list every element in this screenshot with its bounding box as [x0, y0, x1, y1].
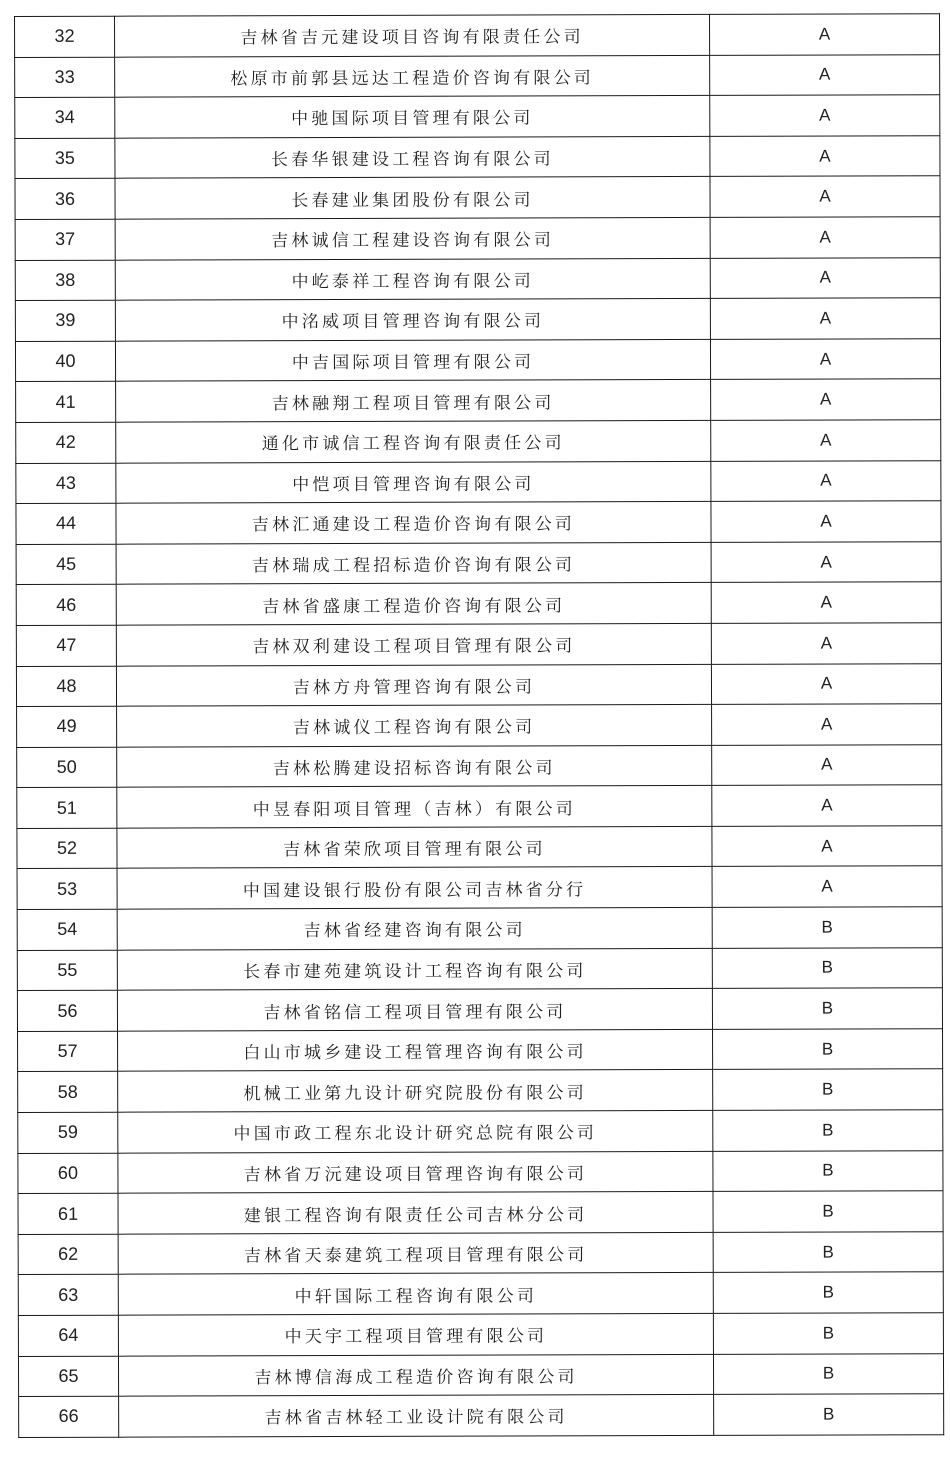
- company-name-cell: 中昱春阳项目管理（吉林）有限公司: [117, 786, 712, 828]
- company-name-cell: 长春市建苑建筑设计工程咨询有限公司: [117, 948, 712, 990]
- grade-cell: A: [711, 582, 941, 623]
- row-number-cell: 53: [17, 869, 117, 910]
- row-number-cell: 59: [18, 1112, 118, 1153]
- company-name-cell: 中屹泰祥工程咨询有限公司: [115, 258, 710, 300]
- company-name-cell: 吉林省吉元建设项目咨询有限责任公司: [115, 14, 710, 56]
- company-name-cell: 吉林方舟管理咨询有限公司: [116, 664, 711, 706]
- grade-cell: A: [709, 14, 939, 55]
- row-number-cell: 38: [15, 260, 115, 301]
- table-row: [17, 866, 942, 909]
- table-row: [15, 95, 940, 138]
- grade-cell: A: [712, 826, 942, 867]
- company-name-cell: 吉林松腾建设招标咨询有限公司: [117, 745, 712, 787]
- row-number-cell: 51: [17, 787, 117, 828]
- grade-cell: B: [713, 1232, 943, 1273]
- grade-cell: B: [713, 1069, 943, 1110]
- grade-cell: A: [711, 460, 941, 501]
- table-row: [15, 136, 940, 179]
- company-name-cell: 中轩国际工程咨询有限公司: [118, 1273, 713, 1315]
- grade-cell: A: [710, 54, 940, 95]
- row-number-cell: 39: [15, 300, 115, 341]
- grade-cell: A: [710, 339, 940, 380]
- row-number-cell: 62: [18, 1234, 118, 1275]
- row-number-cell: 52: [17, 828, 117, 869]
- company-name-cell: 吉林博信海成工程造价咨询有限公司: [118, 1354, 713, 1396]
- row-number-cell: 43: [16, 463, 116, 504]
- company-name-cell: 吉林汇通建设工程造价咨询有限公司: [116, 502, 711, 544]
- grade-cell: A: [710, 257, 940, 298]
- row-number-cell: 42: [16, 422, 116, 463]
- company-name-cell: 长春华银建设工程咨询有限公司: [115, 136, 710, 178]
- company-name-cell: 中吉国际项目管理有限公司: [115, 339, 710, 381]
- company-name-cell: 吉林省万沅建设项目管理咨询有限公司: [118, 1151, 713, 1193]
- table-row: [19, 1394, 944, 1437]
- company-name-cell: 长春建业集团股份有限公司: [115, 177, 710, 219]
- table-row: [15, 54, 940, 97]
- company-name-cell: 中驰国际项目管理有限公司: [115, 96, 710, 138]
- table-row: [18, 1272, 943, 1315]
- table-row: [17, 785, 942, 828]
- company-name-cell: 中洺威项目管理咨询有限公司: [115, 299, 710, 341]
- company-name-cell: 吉林诚仪工程咨询有限公司: [117, 705, 712, 747]
- company-name-cell: 吉林省吉林轻工业设计院有限公司: [119, 1395, 714, 1437]
- grade-cell: A: [710, 176, 940, 217]
- table-row: [16, 663, 941, 706]
- table-row: [16, 420, 941, 463]
- grade-cell: A: [712, 704, 942, 745]
- table-row: [17, 907, 942, 950]
- table-row: [18, 1069, 943, 1112]
- company-name-cell: 中恺项目管理咨询有限公司: [116, 461, 711, 503]
- grade-cell: A: [710, 217, 940, 258]
- grade-cell: A: [710, 136, 940, 177]
- grade-cell: B: [713, 1029, 943, 1070]
- company-name-cell: 松原市前郭县远达工程造价咨询有限公司: [115, 55, 710, 97]
- table-row: [17, 826, 942, 869]
- row-number-cell: 55: [17, 950, 117, 991]
- row-number-cell: 47: [16, 625, 116, 666]
- table-row: [15, 257, 940, 300]
- company-name-cell: 建银工程咨询有限责任公司吉林分公司: [118, 1192, 713, 1234]
- table-row: [17, 744, 942, 787]
- grade-cell: A: [711, 420, 941, 461]
- grade-cell: A: [712, 866, 942, 907]
- table-row: [16, 623, 941, 666]
- grade-cell: B: [713, 1191, 943, 1232]
- row-number-cell: 57: [18, 1031, 118, 1072]
- grade-cell: B: [712, 988, 942, 1029]
- company-grade-table: [14, 13, 944, 1438]
- company-name-cell: 通化市诚信工程咨询有限责任公司: [116, 420, 711, 462]
- row-number-cell: 44: [16, 503, 116, 544]
- table-row: [15, 217, 940, 260]
- row-number-cell: 35: [15, 138, 115, 179]
- company-name-cell: 吉林省盛康工程造价咨询有限公司: [116, 583, 711, 625]
- company-name-cell: 白山市城乡建设工程管理咨询有限公司: [118, 1029, 713, 1071]
- company-name-cell: 吉林诚信工程建设咨询有限公司: [115, 217, 710, 259]
- company-name-cell: 中国市政工程东北设计研究总院有限公司: [118, 1110, 713, 1152]
- row-number-cell: 48: [16, 666, 116, 707]
- company-name-cell: 吉林省经建咨询有限公司: [117, 907, 712, 949]
- table-row: [18, 1313, 943, 1356]
- grade-cell: A: [712, 785, 942, 826]
- company-name-cell: 吉林双利建设工程项目管理有限公司: [116, 623, 711, 665]
- grade-cell: A: [710, 95, 940, 136]
- table-body: [15, 14, 944, 1438]
- grade-cell: A: [711, 623, 941, 664]
- company-name-cell: 吉林瑞成工程招标造价咨询有限公司: [116, 542, 711, 584]
- row-number-cell: 45: [16, 544, 116, 585]
- row-number-cell: 46: [16, 585, 116, 626]
- row-number-cell: 50: [17, 747, 117, 788]
- row-number-cell: 37: [15, 219, 115, 260]
- table-row: [18, 1150, 943, 1193]
- company-name-cell: 中天宇工程项目管理有限公司: [118, 1313, 713, 1355]
- table-row: [16, 501, 941, 544]
- grade-cell: B: [714, 1394, 944, 1435]
- grade-cell: A: [711, 663, 941, 704]
- row-number-cell: 34: [15, 97, 115, 138]
- company-name-cell: 吉林省天泰建筑工程项目管理有限公司: [118, 1232, 713, 1274]
- grade-cell: B: [713, 1272, 943, 1313]
- company-name-cell: 机械工业第九设计研究院股份有限公司: [118, 1070, 713, 1112]
- row-number-cell: 64: [18, 1315, 118, 1356]
- row-number-cell: 61: [18, 1193, 118, 1234]
- table-row: [15, 176, 940, 219]
- grade-cell: B: [713, 1150, 943, 1191]
- grade-cell: B: [712, 907, 942, 948]
- row-number-cell: 32: [15, 16, 115, 57]
- table-row: [18, 1191, 943, 1234]
- row-number-cell: 65: [18, 1356, 118, 1397]
- table-row: [17, 704, 942, 747]
- table-row: [18, 1110, 943, 1153]
- grade-cell: A: [712, 744, 942, 785]
- row-number-cell: 33: [15, 57, 115, 98]
- table-row: [16, 582, 941, 625]
- row-number-cell: 40: [15, 341, 115, 382]
- grade-cell: A: [711, 541, 941, 582]
- row-number-cell: 54: [17, 909, 117, 950]
- row-number-cell: 58: [18, 1072, 118, 1113]
- table-row: [16, 379, 941, 422]
- row-number-cell: 41: [16, 382, 116, 423]
- row-number-cell: 56: [17, 990, 117, 1031]
- table-row: [15, 339, 940, 382]
- row-number-cell: 60: [18, 1153, 118, 1194]
- table-row: [17, 988, 942, 1031]
- grade-cell: A: [711, 501, 941, 542]
- company-name-cell: 中国建设银行股份有限公司吉林省分行: [117, 867, 712, 909]
- row-number-cell: 63: [18, 1275, 118, 1316]
- company-name-cell: 吉林融翔工程项目管理有限公司: [116, 380, 711, 422]
- table-row: [18, 1232, 943, 1275]
- table-row: [16, 460, 941, 503]
- table-row: [18, 1029, 943, 1072]
- grade-cell: A: [711, 379, 941, 420]
- grade-cell: A: [710, 298, 940, 339]
- company-name-cell: 吉林省荣欣项目管理有限公司: [117, 826, 712, 868]
- row-number-cell: 66: [19, 1396, 119, 1437]
- grade-cell: B: [713, 1313, 943, 1354]
- table-row: [17, 947, 942, 990]
- company-name-cell: 吉林省铭信工程项目管理有限公司: [117, 989, 712, 1031]
- table-row: [16, 541, 941, 584]
- row-number-cell: 36: [15, 179, 115, 220]
- table-row: [18, 1353, 943, 1396]
- grade-cell: B: [713, 1353, 943, 1394]
- table-row: [15, 298, 940, 341]
- row-number-cell: 49: [17, 706, 117, 747]
- grade-cell: B: [712, 947, 942, 988]
- grade-cell: B: [713, 1110, 943, 1151]
- table-row: [15, 14, 940, 57]
